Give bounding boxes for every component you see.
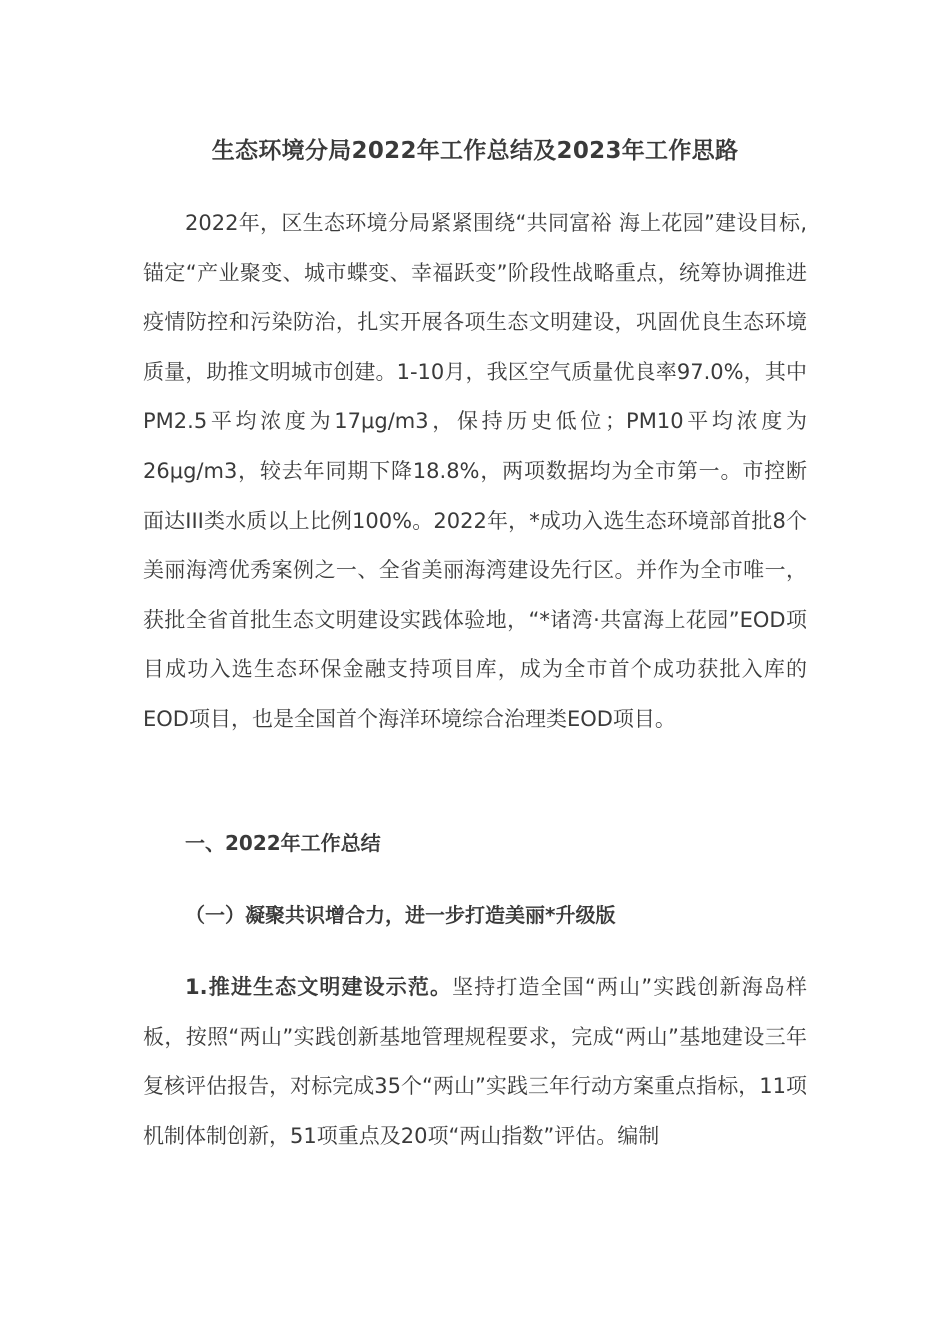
item-body-text: 坚持打造全国“两山”实践创新海岛样板，按照“两山”实践创新基地管理规程要求，完成“两山”基地建设三年复核评估报告，对标完成35个“两山”实践三年行动方案重点指标，11项机制体制创新，51项重点及20项“两山指数”评估。编制 xyxy=(143,975,807,1148)
subsection-heading-consensus: （一）凝聚共识增合力，进一步打造美丽*升级版 xyxy=(185,903,616,927)
item-lead-text: 1.推进生态文明建设示范。 xyxy=(185,975,453,999)
item-paragraph-ecological-demo xyxy=(143,963,807,1161)
document-title: 生态环境分局2022年工作总结及2023年工作思路 xyxy=(211,138,739,164)
section-heading-work-summary: 一、2022年工作总结 xyxy=(185,831,381,855)
intro-paragraph: 2022年，区生态环境分局紧紧围绕“共同富裕 海上花园”建设目标,锚定“产业聚变、城市蝶变、幸福跃变”阶段性战略重点，统筹协调推进疫情防控和污染防治，扎实开展各项生态文明建设，巩固优良生态环境质量，助推文明城市创建。1-10月，我区空气质量优良率97.0%，其中PM2.5平均浓度为17μg/m3，保持历史低位；PM10平均浓度为26μg/m3，较去年同期下降18.8%，两项数据均为全市第一。市控断面达III类水质以上比例100%。2022年，*成功入选生态环境部首批8个美丽海湾优秀案例之一、全省美丽海湾建设先行区。并作为全市唯一，获批全省首批生态文明建设实践体验地，“*诸湾·共富海上花园”EOD项目成功入选生态环保金融支持项目库，成为全市首个成功获批入库的EOD项目，也是全国首个海洋环境综合治理类EOD项目。 xyxy=(143,211,807,731)
